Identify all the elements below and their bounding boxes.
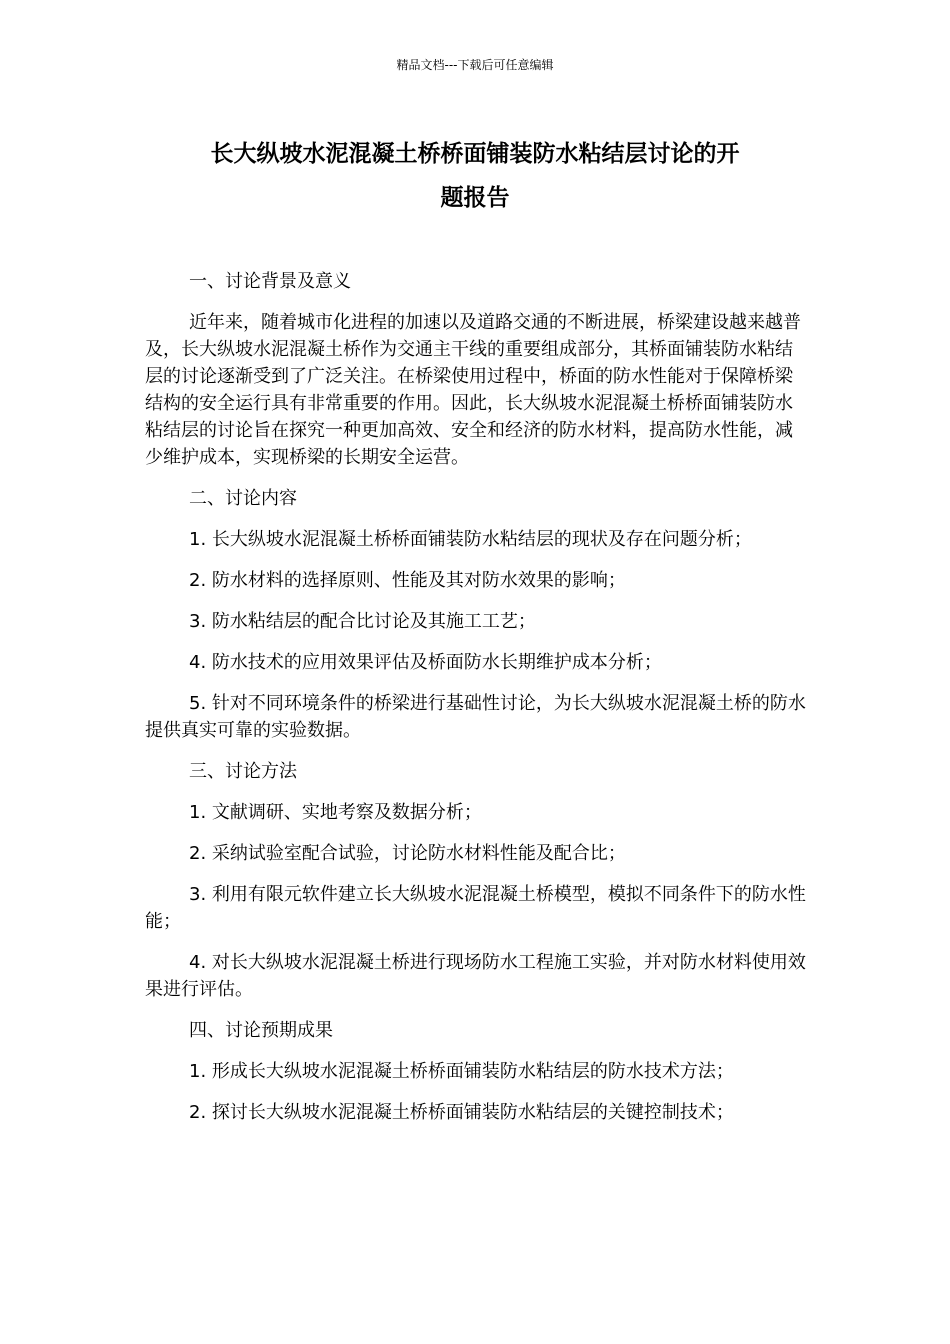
page-header: 精品文档---下载后可任意编辑: [396, 58, 554, 72]
method-item-3: 3. 利用有限元软件建立长大纵坡水泥混凝土桥模型，模拟不同条件下的防水性能；: [145, 884, 806, 932]
method-item-1: 1. 文献调研、实地考察及数据分析；: [189, 802, 482, 823]
section-heading-methods: 三、讨论方法: [189, 761, 297, 782]
document-title-line-2: 题报告: [440, 185, 510, 211]
document-title-line-1: 长大纵坡水泥混凝土桥桥面铺装防水粘结层讨论的开: [210, 141, 740, 167]
outcome-item-1: 1. 形成长大纵坡水泥混凝土桥桥面铺装防水粘结层的防水技术方法；: [189, 1061, 734, 1082]
content-item-1: 1. 长大纵坡水泥混凝土桥桥面铺装防水粘结层的现状及存在问题分析；: [189, 529, 752, 550]
section-heading-background: 一、讨论背景及意义: [189, 271, 351, 292]
background-paragraph: 近年来，随着城市化进程的加速以及道路交通的不断进展，桥梁建设越来越普及，长大纵坡水泥混凝土桥作为交通主干线的重要组成部分，其桥面铺装防水粘结层的讨论逐渐受到了广泛关注。在桥梁使用过程中，桥面的防水性能对于保障桥梁结构的安全运行具有非常重要的作用。因此，长大纵坡水泥混凝土桥桥面铺装防水粘结层的讨论旨在探究一种更加高效、安全和经济的防水材料，提高防水性能，减少维护成本，实现桥梁的长期安全运营。: [145, 312, 801, 468]
section-heading-content: 二、讨论内容: [189, 488, 297, 509]
content-item-2: 2. 防水材料的选择原则、性能及其对防水效果的影响；: [189, 570, 626, 591]
section-heading-outcomes: 四、讨论预期成果: [189, 1020, 333, 1041]
method-item-2: 2. 采纳试验室配合试验，讨论防水材料性能及配合比；: [189, 843, 626, 864]
document-title: [140, 132, 810, 220]
method-item-4: 4. 对长大纵坡水泥混凝土桥进行现场防水工程施工实验，并对防水材料使用效果进行评估。: [145, 952, 806, 1000]
document-body: [145, 268, 810, 1140]
content-item-5: 5. 针对不同环境条件的桥梁进行基础性讨论，为长大纵坡水泥混凝土桥的防水提供真实可靠的实验数据。: [145, 693, 806, 741]
outcome-item-2: 2. 探讨长大纵坡水泥混凝土桥桥面铺装防水粘结层的关键控制技术；: [189, 1102, 734, 1123]
content-item-4: 4. 防水技术的应用效果评估及桥面防水长期维护成本分析；: [189, 652, 662, 673]
content-item-3: 3. 防水粘结层的配合比讨论及其施工工艺；: [189, 611, 536, 632]
